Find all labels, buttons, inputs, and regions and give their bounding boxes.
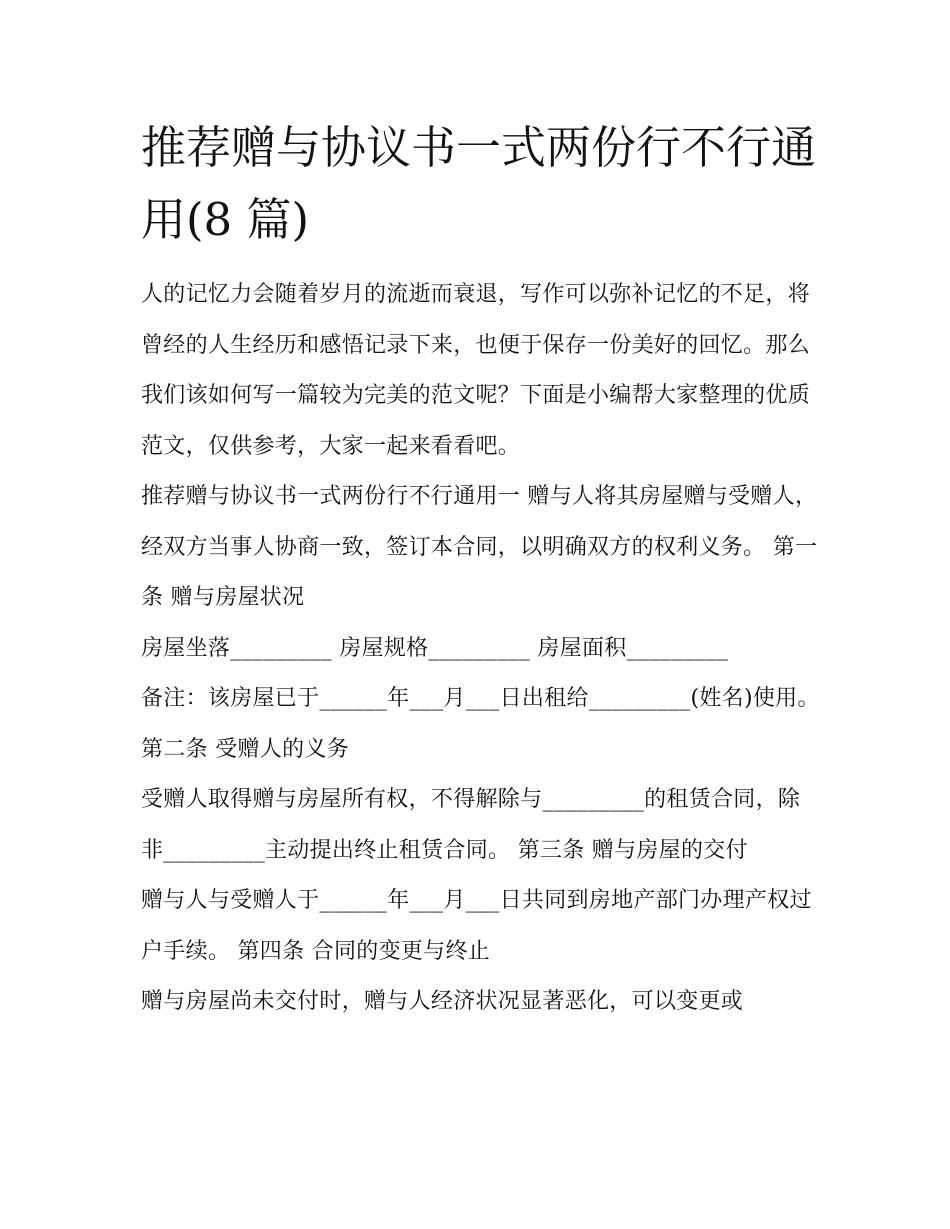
paragraph-rental-note: 备注：该房屋已于______年___月___日出租给_________(姓名)使用。 第二条 受赠人的义务 — [141, 686, 820, 762]
paragraph-preamble: 推荐赠与协议书一式两份行不行通用一 赠与人将其房屋赠与受赠人，经双方当事人协商一致，签订本合同，以明确双方的权利义务。 第一条 赠与房屋状况 — [141, 484, 818, 610]
paragraph-contract-change: 赠与房屋尚未交付时，赠与人经济状况显著恶化，可以变更或 — [141, 989, 744, 1014]
paragraph-handover: 赠与人与受赠人于______年___月___日共同到房地产部门办理产权过户手续。 第四条 合同的变更与终止 — [141, 888, 812, 964]
paragraph-intro: 人的记忆力会随着岁月的流逝而衰退，写作可以弥补记忆的不足，将曾经的人生经历和感悟记录下来，也便于保存一份美好的回忆。那么我们该如何写一篇较为完美的范文呢？下面是小编帮大家整理的优质范文，仅供参考，大家一起来看看吧。 — [141, 282, 811, 459]
paragraph-recipient-duty: 受赠人取得赠与房屋所有权，不得解除与_________的租赁合同，除非_________主动提出终止租赁合同。 第三条 赠与房屋的交付 — [141, 787, 801, 863]
document-body — [141, 270, 821, 1028]
paragraph-property-details: 房屋坐落_________ 房屋规格_________ 房屋面积_________ — [141, 635, 729, 661]
document-title: 推荐赠与协议书一式两份行不行通用(8 篇) — [141, 121, 817, 246]
document-content — [141, 112, 821, 1028]
